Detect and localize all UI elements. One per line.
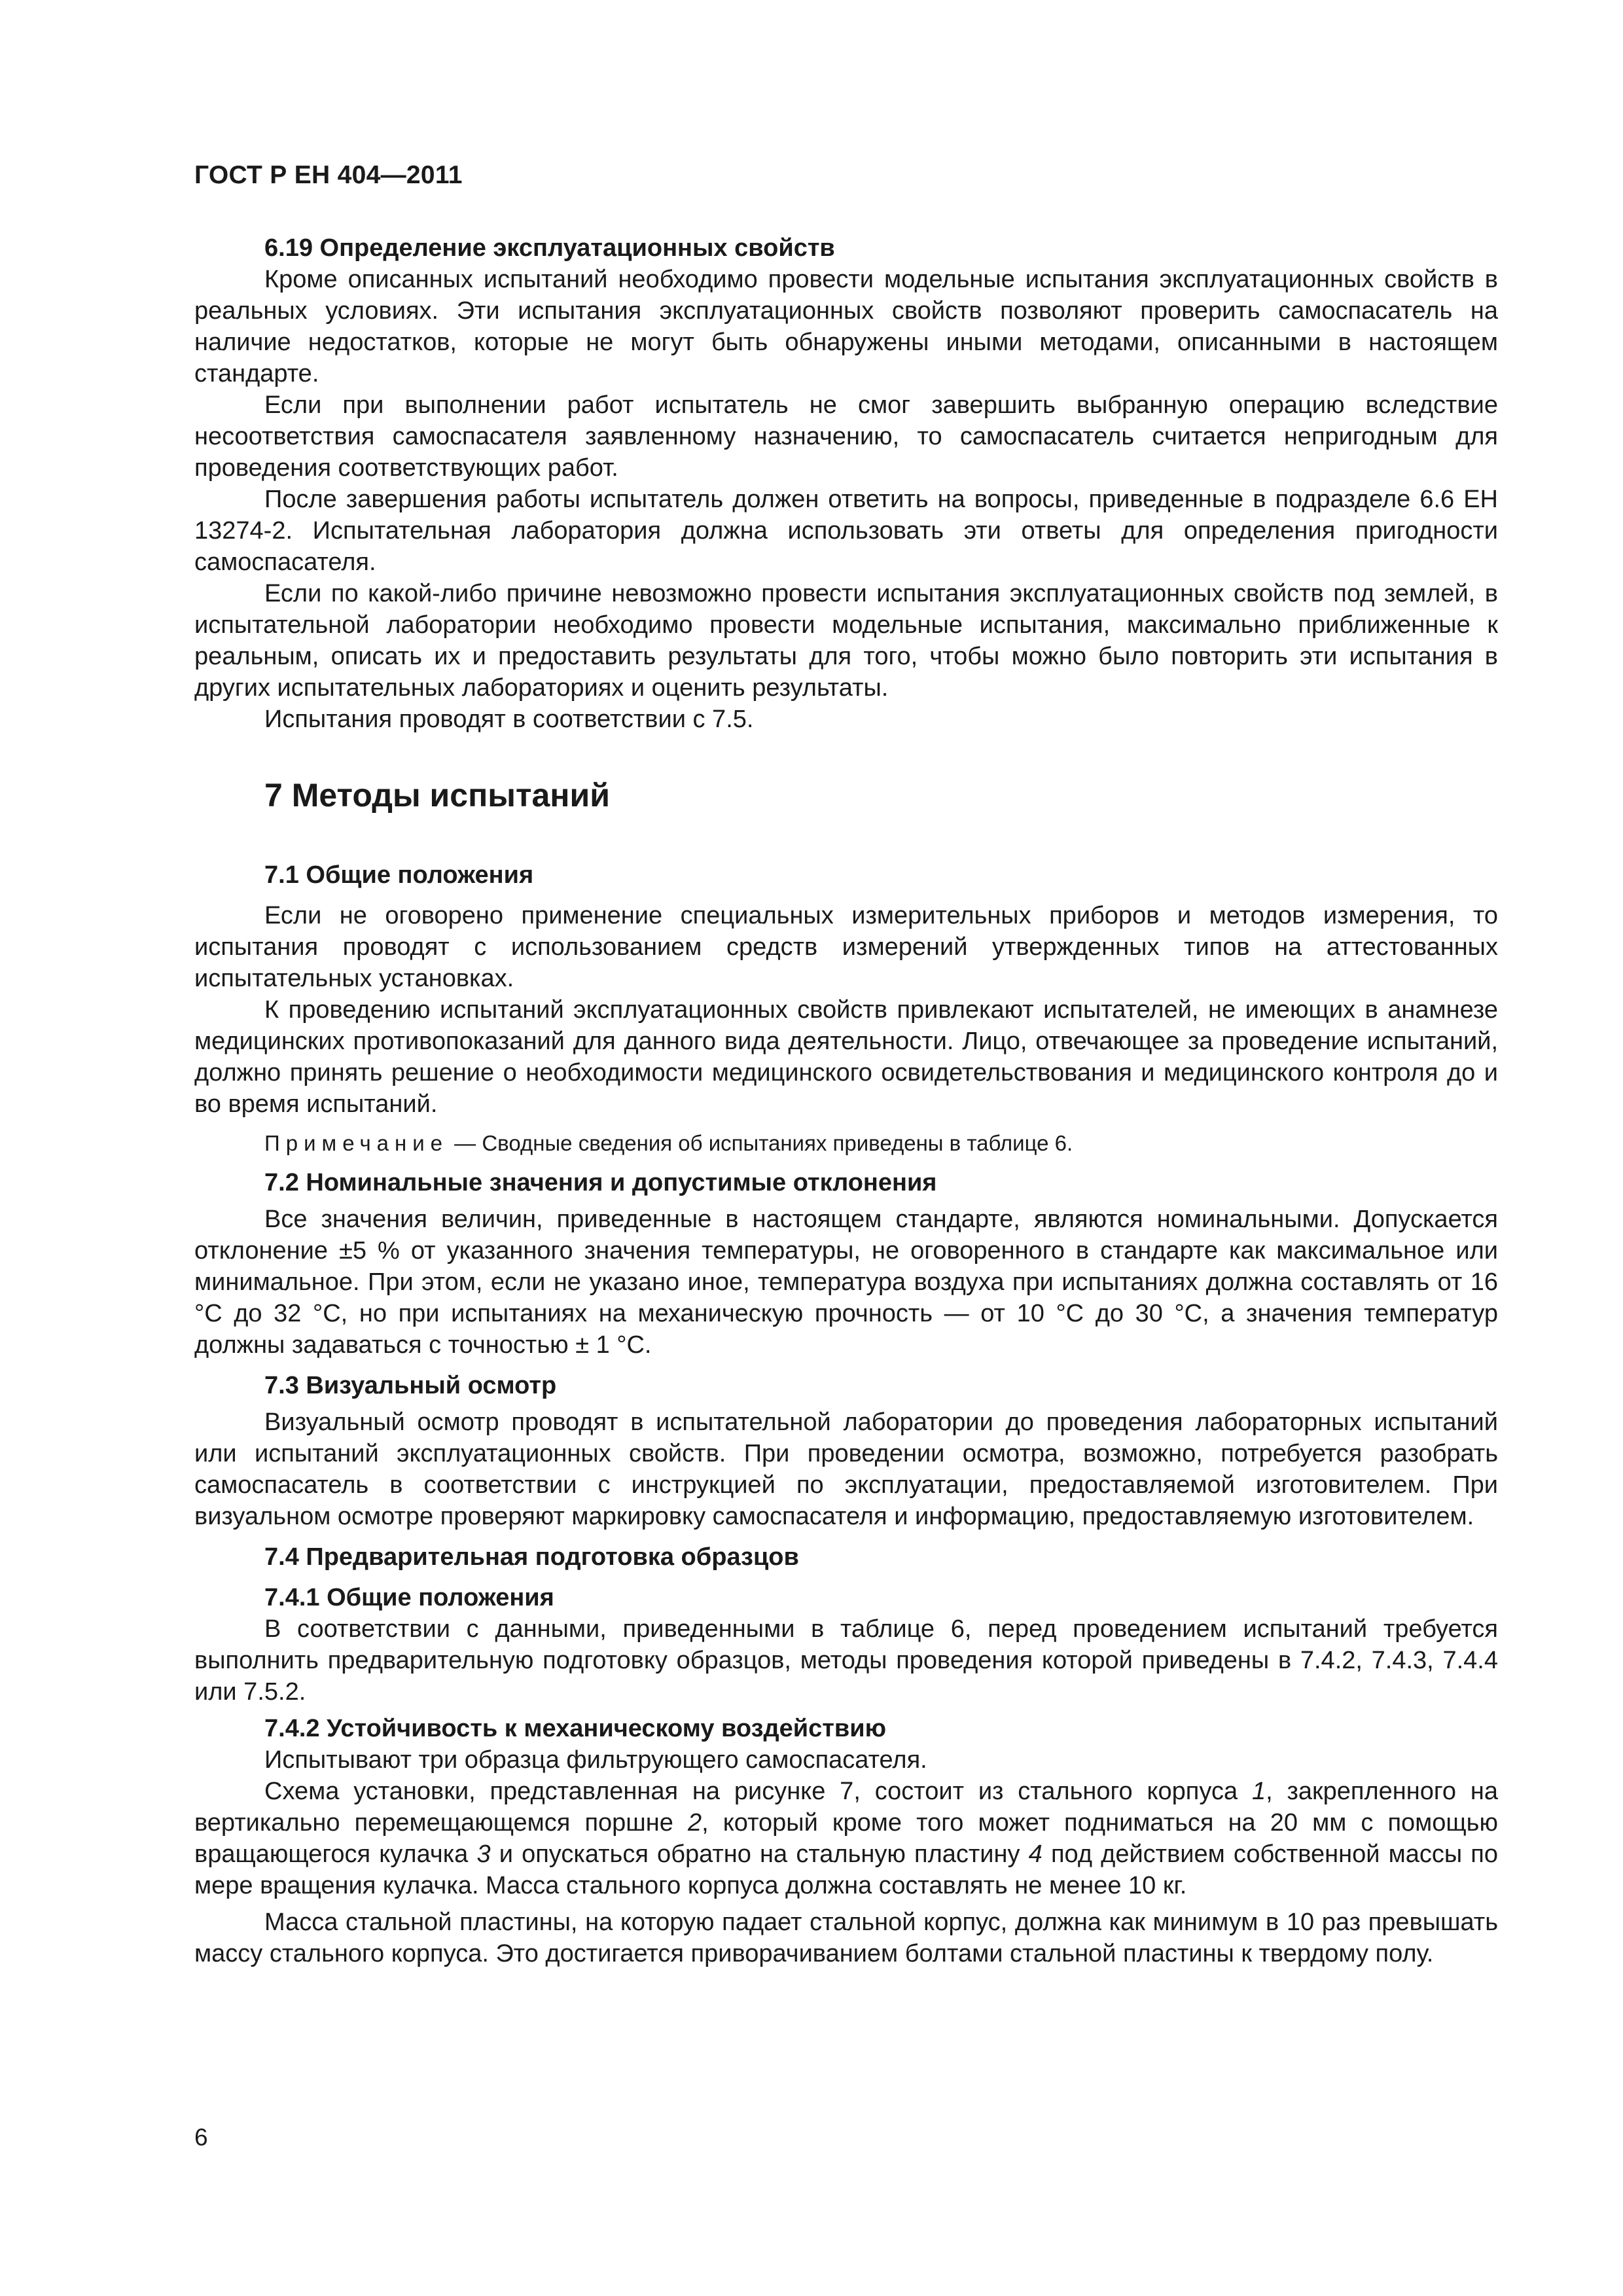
section-7-4-1-paragraph-1: В соответствии с данными, приведенными в таблице 6, перед проведением испытаний требуется выполнить предварительную подготовку образцов, методы проведения которой приведены в 7.4.2, 7.4.3, 7.4.4 или 7.5.2. <box>194 1615 1498 1706</box>
section-7-1-note <box>194 1129 1498 1158</box>
section-7-1-paragraph-2: К проведению испытаний эксплуатационных свойств привлекают испытателей, не имеющих в анамнезе медицинских противопоказаний для данного вида деятельности. Лицо, отвечающее за проведение испытаний, должно принять решение о необходимости медицинского освидетельствования и медицинского контроля до и во время испытаний. <box>194 996 1498 1118</box>
section-7-1-heading: 7.1 Общие положения <box>264 861 534 889</box>
p2-part-e: под действием собственной массы по мере вращения кулачка. Масса стального корпуса должна составлять не менее 10 кг. <box>194 1840 1498 1899</box>
section-7-4-1-heading: 7.4.1 Общие положения <box>264 1584 554 1611</box>
p2-part-b: , закрепленного на вертикально перемещающемся поршне <box>194 1778 1499 1837</box>
section-7-4-2-paragraph-3: Масса стальной пластины, на которую падает стальной корпус, должна как минимум в 10 раз превышать массу стального корпуса. Это достигается приворачиванием болтами стальной пластины к твердому полу. <box>194 1909 1498 1967</box>
section-7-4-2-heading: 7.4.2 Устойчивость к механическому воздействию <box>264 1715 887 1742</box>
section-7-1-paragraph-1: Если не оговорено применение специальных измерительных приборов и методов измерения, то испытания проводят с использованием средств измерений утвержденных типов на аттестованных испытательных установках. <box>194 902 1498 992</box>
p2-part-c: , который кроме того может подниматься на 20 мм с помощью вращающегося кулачка <box>194 1809 1498 1868</box>
section-7-2-heading: 7.2 Номинальные значения и допустимые отклонения <box>264 1169 937 1196</box>
section-6-19-paragraph-1: Кроме описанных испытаний необходимо провести модельные испытания эксплуатационных свойств в реальных условиях. Эти испытания эксплуатационных свойств позволяют проверить самоспасатель на наличие недостатков, которые не могут быть обнаружены иными методами, описанными в настоящем стандарте. <box>194 266 1498 387</box>
note-text: — Сводные сведения об испытаниях приведены в таблице 6. <box>448 1131 1073 1155</box>
item-number-2: 2 <box>687 1809 702 1837</box>
item-number-3: 3 <box>476 1840 491 1868</box>
section-7-4-2-paragraph-1: Испытывают три образца фильтрующего самоспасателя. <box>264 1746 927 1774</box>
item-number-1: 1 <box>1251 1778 1266 1805</box>
item-number-4: 4 <box>1028 1840 1043 1868</box>
p2-part-a: Схема установки, представленная на рисунке 7, состоит из стального корпуса <box>264 1778 1252 1805</box>
document-body <box>194 232 1498 1969</box>
section-6-19-paragraph-3: После завершения работы испытатель должен ответить на вопросы, приведенные в подразделе 6.6 ЕН 13274-2. Испытательная лаборатория должна использовать эти ответы для определения пригодности самоспасателя. <box>194 486 1498 576</box>
section-7-4-heading: 7.4 Предварительная подготовка образцов <box>264 1543 799 1571</box>
section-6-19-paragraph-4: Если по какой-либо причине невозможно провести испытания эксплуатационных свойств под землей, в испытательной лаборатории необходимо провести модельные испытания, максимально приближенные к реальным, описать их и предоставить результаты для того, чтобы можно было повторить эти испытания в других испытательных лабораториях и оценить результаты. <box>194 580 1498 702</box>
section-7-3-paragraph-1: Визуальный осмотр проводят в испытательной лаборатории до проведения лабораторных испытаний или испытаний эксплуатационных свойств. При проведении осмотра, возможно, потребуется разобрать самоспасатель в соответствии с инструкцией по эксплуатации, предоставляемой изготовителем. При визуальном осмотре проверяют маркировку самоспасателя и информацию, предоставляемую изготовителем. <box>194 1408 1498 1530</box>
section-6-19-paragraph-2: Если при выполнении работ испытатель не смог завершить выбранную операцию вследствие несоответствия самоспасателя заявленному назначению, то самоспасатель считается непригодным для проведения соответствующих работ. <box>194 391 1498 482</box>
section-7-heading: 7 Методы испытаний <box>264 777 610 814</box>
page-number: 6 <box>194 2124 208 2151</box>
section-6-19-heading: 6.19 Определение эксплуатационных свойств <box>264 234 835 262</box>
section-6-19-paragraph-5: Испытания проводят в соответствии с 7.5. <box>264 706 754 733</box>
section-7-3-heading: 7.3 Визуальный осмотр <box>264 1372 557 1399</box>
document-header: ГОСТ Р ЕН 404—2011 <box>194 161 463 189</box>
section-7-4-2-paragraph-2 <box>194 1776 1498 1901</box>
section-7-2-paragraph-1: Все значения величин, приведенные в настоящем стандарте, являются номинальными. Допускается отклонение ±5 % от указанного значения температуры, не оговоренного в стандарте как максимальное или минимальное. При этом, если не указано иное, температура воздуха при испытаниях должна составлять от 16 °С до 32 °С, но при испытаниях на механическую прочность — от 10 °С до 30 °С, а значения температур должны задаваться с точностью ± 1 °С. <box>194 1206 1498 1359</box>
p2-part-d: и опускаться обратно на стальную пластину <box>490 1840 1029 1868</box>
note-label: Примечание <box>264 1131 449 1155</box>
